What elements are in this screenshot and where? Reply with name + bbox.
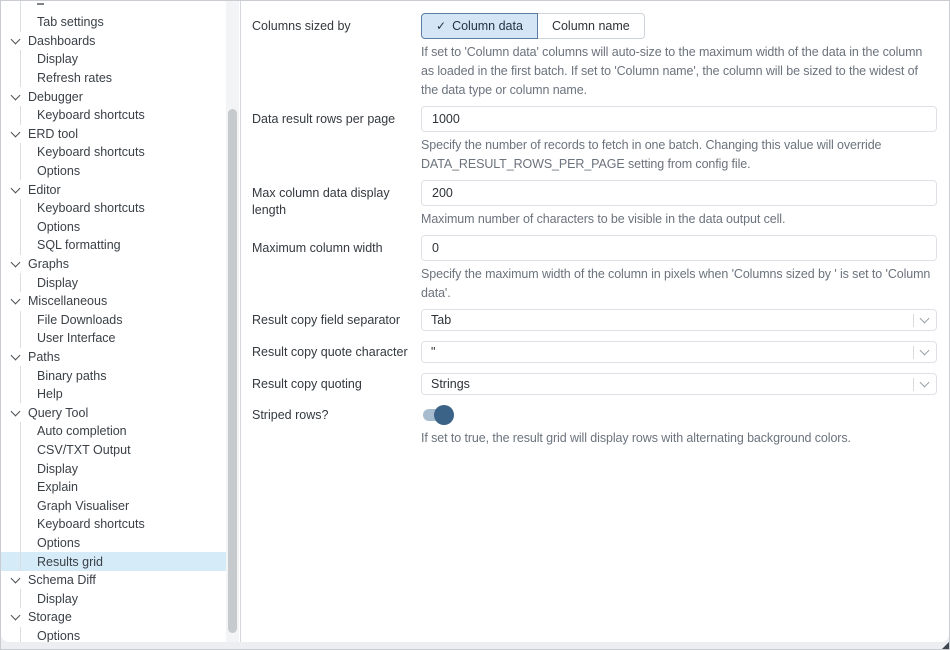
- sidebar-item-tab-settings[interactable]: [1, 13, 228, 32]
- chevron-down-icon[interactable]: [920, 345, 930, 355]
- chevron-down-icon[interactable]: [11, 611, 21, 621]
- setting-row-striped-rows: [252, 405, 936, 448]
- sidebar-item-label: Display: [37, 52, 78, 67]
- striped-rows-switch[interactable]: [421, 405, 454, 425]
- sidebar-item-display[interactable]: [1, 589, 228, 608]
- sidebar-item-graphs[interactable]: [1, 255, 228, 274]
- setting-help: If set to true, the result grid will display rows with alternating background colors.: [421, 431, 851, 445]
- setting-help: Maximum number of characters to be visible in the data output cell.: [421, 212, 786, 226]
- setting-row-result-copy-field-separator: [252, 309, 936, 331]
- chevron-down-icon[interactable]: [11, 183, 21, 193]
- sidebar-item-label: SQL formatting: [37, 238, 121, 253]
- sidebar-item-label: Options: [37, 219, 81, 234]
- sidebar-item-help[interactable]: [1, 385, 228, 404]
- select-divider: [913, 314, 914, 327]
- sidebar-item-user-interface[interactable]: [1, 329, 228, 348]
- option-button-column-data[interactable]: [421, 13, 538, 39]
- setting-label: Result copy quoting: [252, 377, 362, 391]
- sidebar-item-keyboard-shortcuts[interactable]: [1, 106, 228, 125]
- clipped-tree-item: [37, 3, 44, 5]
- sidebar-item-file-downloads[interactable]: [1, 311, 228, 330]
- setting-label: Striped rows?: [252, 408, 329, 422]
- select-value: Strings: [431, 377, 470, 391]
- setting-label: Result copy quote character: [252, 345, 408, 359]
- sidebar-item-options[interactable]: [1, 627, 228, 642]
- sidebar-item-label: CSV/TXT Output: [37, 442, 131, 457]
- resize-grip-icon[interactable]: [942, 642, 949, 649]
- select-divider: [913, 346, 914, 359]
- columns-sized-by-buttongroup: [421, 13, 645, 39]
- sidebar-item-storage[interactable]: [1, 608, 228, 627]
- sidebar-item-label: Graph Visualiser: [37, 498, 130, 513]
- sidebar-item-label: Refresh rates: [37, 71, 113, 86]
- data-result-rows-per-page-input[interactable]: [421, 106, 937, 132]
- select-value: Tab: [431, 313, 452, 327]
- chevron-down-icon[interactable]: [11, 258, 21, 268]
- sidebar-item-explain[interactable]: [1, 478, 228, 497]
- sidebar-item-options[interactable]: [1, 218, 228, 237]
- setting-label: Maximum column width: [252, 241, 383, 255]
- chevron-down-icon[interactable]: [11, 574, 21, 584]
- setting-label: Max column data display length: [252, 186, 390, 217]
- tree-guide-line: [20, 1, 21, 13]
- maximum-column-width-input[interactable]: [421, 235, 937, 261]
- sidebar-item-debugger[interactable]: [1, 87, 228, 106]
- select-divider: [913, 378, 914, 391]
- setting-row-maximum-column-width: [252, 235, 936, 303]
- sidebar-item-miscellaneous[interactable]: [1, 292, 228, 311]
- sidebar-item-schema-diff[interactable]: [1, 571, 228, 590]
- preferences-content: [1, 1, 949, 642]
- sidebar-item-keyboard-shortcuts[interactable]: [1, 199, 228, 218]
- sidebar-item-label: Storage: [28, 610, 72, 625]
- results-grid-settings-panel: [241, 1, 949, 642]
- sidebar-item-dashboards[interactable]: [1, 32, 228, 51]
- result-copy-field-separator-select[interactable]: [421, 309, 937, 331]
- sidebar-item-label: Options: [37, 164, 81, 179]
- sidebar-item-label: Results grid: [37, 554, 103, 569]
- setting-row-result-copy-quoting: [252, 373, 936, 395]
- sidebar-item-keyboard-shortcuts[interactable]: [1, 143, 228, 162]
- switch-knob: [434, 405, 454, 425]
- sidebar-item-label: Query Tool: [28, 405, 89, 420]
- sidebar-item-refresh-rates[interactable]: [1, 69, 228, 88]
- sidebar-item-label: Editor: [28, 182, 61, 197]
- chevron-down-icon[interactable]: [11, 295, 21, 305]
- sidebar-item-display[interactable]: [1, 459, 228, 478]
- sidebar-item-label: Schema Diff: [28, 573, 96, 588]
- setting-help: If set to 'Column data' columns will auto-size to the maximum width of the data in the column as loaded in the first batch. If set to 'Column name', the column will be sized to the widest of the data type or column name.: [421, 45, 923, 97]
- sidebar-tree: [1, 13, 240, 642]
- sidebar-item-binary-paths[interactable]: [1, 366, 228, 385]
- setting-label: Columns sized by: [252, 19, 351, 33]
- setting-label: Data result rows per page: [252, 112, 396, 126]
- sidebar-item-sql-formatting[interactable]: [1, 236, 228, 255]
- sidebar-item-display[interactable]: [1, 50, 228, 69]
- result-copy-quote-character-select[interactable]: [421, 341, 937, 363]
- setting-row-result-copy-quote-character: [252, 341, 936, 363]
- chevron-down-icon[interactable]: [920, 313, 930, 323]
- setting-row-max-column-data-display-length: [252, 180, 936, 229]
- sidebar-item-label: Graphs: [28, 257, 69, 272]
- chevron-down-icon[interactable]: [920, 377, 930, 387]
- setting-help: Specify the maximum width of the column in pixels when 'Columns sized by ' is set to 'Column data'.: [421, 267, 931, 300]
- max-column-data-display-length-input[interactable]: [421, 180, 937, 206]
- sidebar-item-label: Auto completion: [37, 424, 127, 439]
- select-value: ": [431, 345, 436, 359]
- setting-row-data-result-rows-per-page: [252, 106, 936, 174]
- preferences-sidebar: [1, 1, 241, 642]
- sidebar-scrollbar-thumb[interactable]: [228, 109, 237, 633]
- sidebar-item-label: File Downloads: [37, 312, 123, 327]
- sidebar-item-label: Keyboard shortcuts: [37, 108, 145, 123]
- sidebar-item-label: Keyboard shortcuts: [37, 201, 145, 216]
- sidebar-item-label: Paths: [28, 349, 60, 364]
- sidebar-item-csv-txt-output[interactable]: [1, 441, 228, 460]
- sidebar-scrollbar-track[interactable]: [226, 1, 239, 642]
- result-copy-quoting-select[interactable]: [421, 373, 937, 395]
- sidebar-item-label: Miscellaneous: [28, 294, 108, 309]
- sidebar-item-label: Tab settings: [37, 15, 104, 30]
- sidebar-item-keyboard-shortcuts[interactable]: [1, 515, 228, 534]
- sidebar-item-label: Help: [37, 387, 63, 402]
- sidebar-item-label: Binary paths: [37, 368, 107, 383]
- sidebar-item-label: Explain: [37, 480, 78, 495]
- sidebar-item-query-tool[interactable]: [1, 403, 228, 422]
- sidebar-item-label: Options: [37, 535, 81, 550]
- sidebar-item-options[interactable]: [1, 534, 228, 553]
- sidebar-item-label: Keyboard shortcuts: [37, 517, 145, 532]
- sidebar-item-display[interactable]: [1, 273, 228, 292]
- sidebar-item-graph-visualiser[interactable]: [1, 496, 228, 515]
- setting-row-columns-sized-by: [252, 13, 936, 100]
- sidebar-item-erd-tool[interactable]: [1, 125, 228, 144]
- sidebar-item-auto-completion[interactable]: [1, 422, 228, 441]
- option-label: Column name: [551, 19, 630, 33]
- sidebar-item-label: ERD tool: [28, 126, 79, 141]
- sidebar-item-label: Dashboards: [28, 33, 96, 48]
- option-label: Column data: [452, 19, 523, 33]
- sidebar-item-label: Display: [37, 591, 78, 606]
- option-button-column-name[interactable]: [537, 13, 645, 39]
- sidebar-item-results-grid[interactable]: [1, 552, 228, 571]
- sidebar-item-label: Display: [37, 461, 78, 476]
- sidebar-item-options[interactable]: [1, 162, 228, 181]
- sidebar-item-label: Display: [37, 275, 78, 290]
- chevron-down-icon[interactable]: [11, 406, 21, 416]
- sidebar-item-label: User Interface: [37, 331, 116, 346]
- sidebar-item-label: Options: [37, 628, 81, 642]
- chevron-down-icon[interactable]: [11, 34, 21, 44]
- chevron-down-icon[interactable]: [11, 351, 21, 361]
- sidebar-item-editor[interactable]: [1, 180, 228, 199]
- chevron-down-icon[interactable]: [11, 90, 21, 100]
- sidebar-item-label: Debugger: [28, 89, 83, 104]
- check-icon: ✓: [436, 19, 447, 33]
- sidebar-item-paths[interactable]: [1, 348, 228, 367]
- setting-help: Specify the number of records to fetch in one batch. Changing this value will override DATA_RESULT_ROWS_PER_PAGE setting from config file.: [421, 138, 882, 171]
- chevron-down-icon[interactable]: [11, 127, 21, 137]
- setting-label: Result copy field separator: [252, 313, 400, 327]
- sidebar-item-label: Keyboard shortcuts: [37, 145, 145, 160]
